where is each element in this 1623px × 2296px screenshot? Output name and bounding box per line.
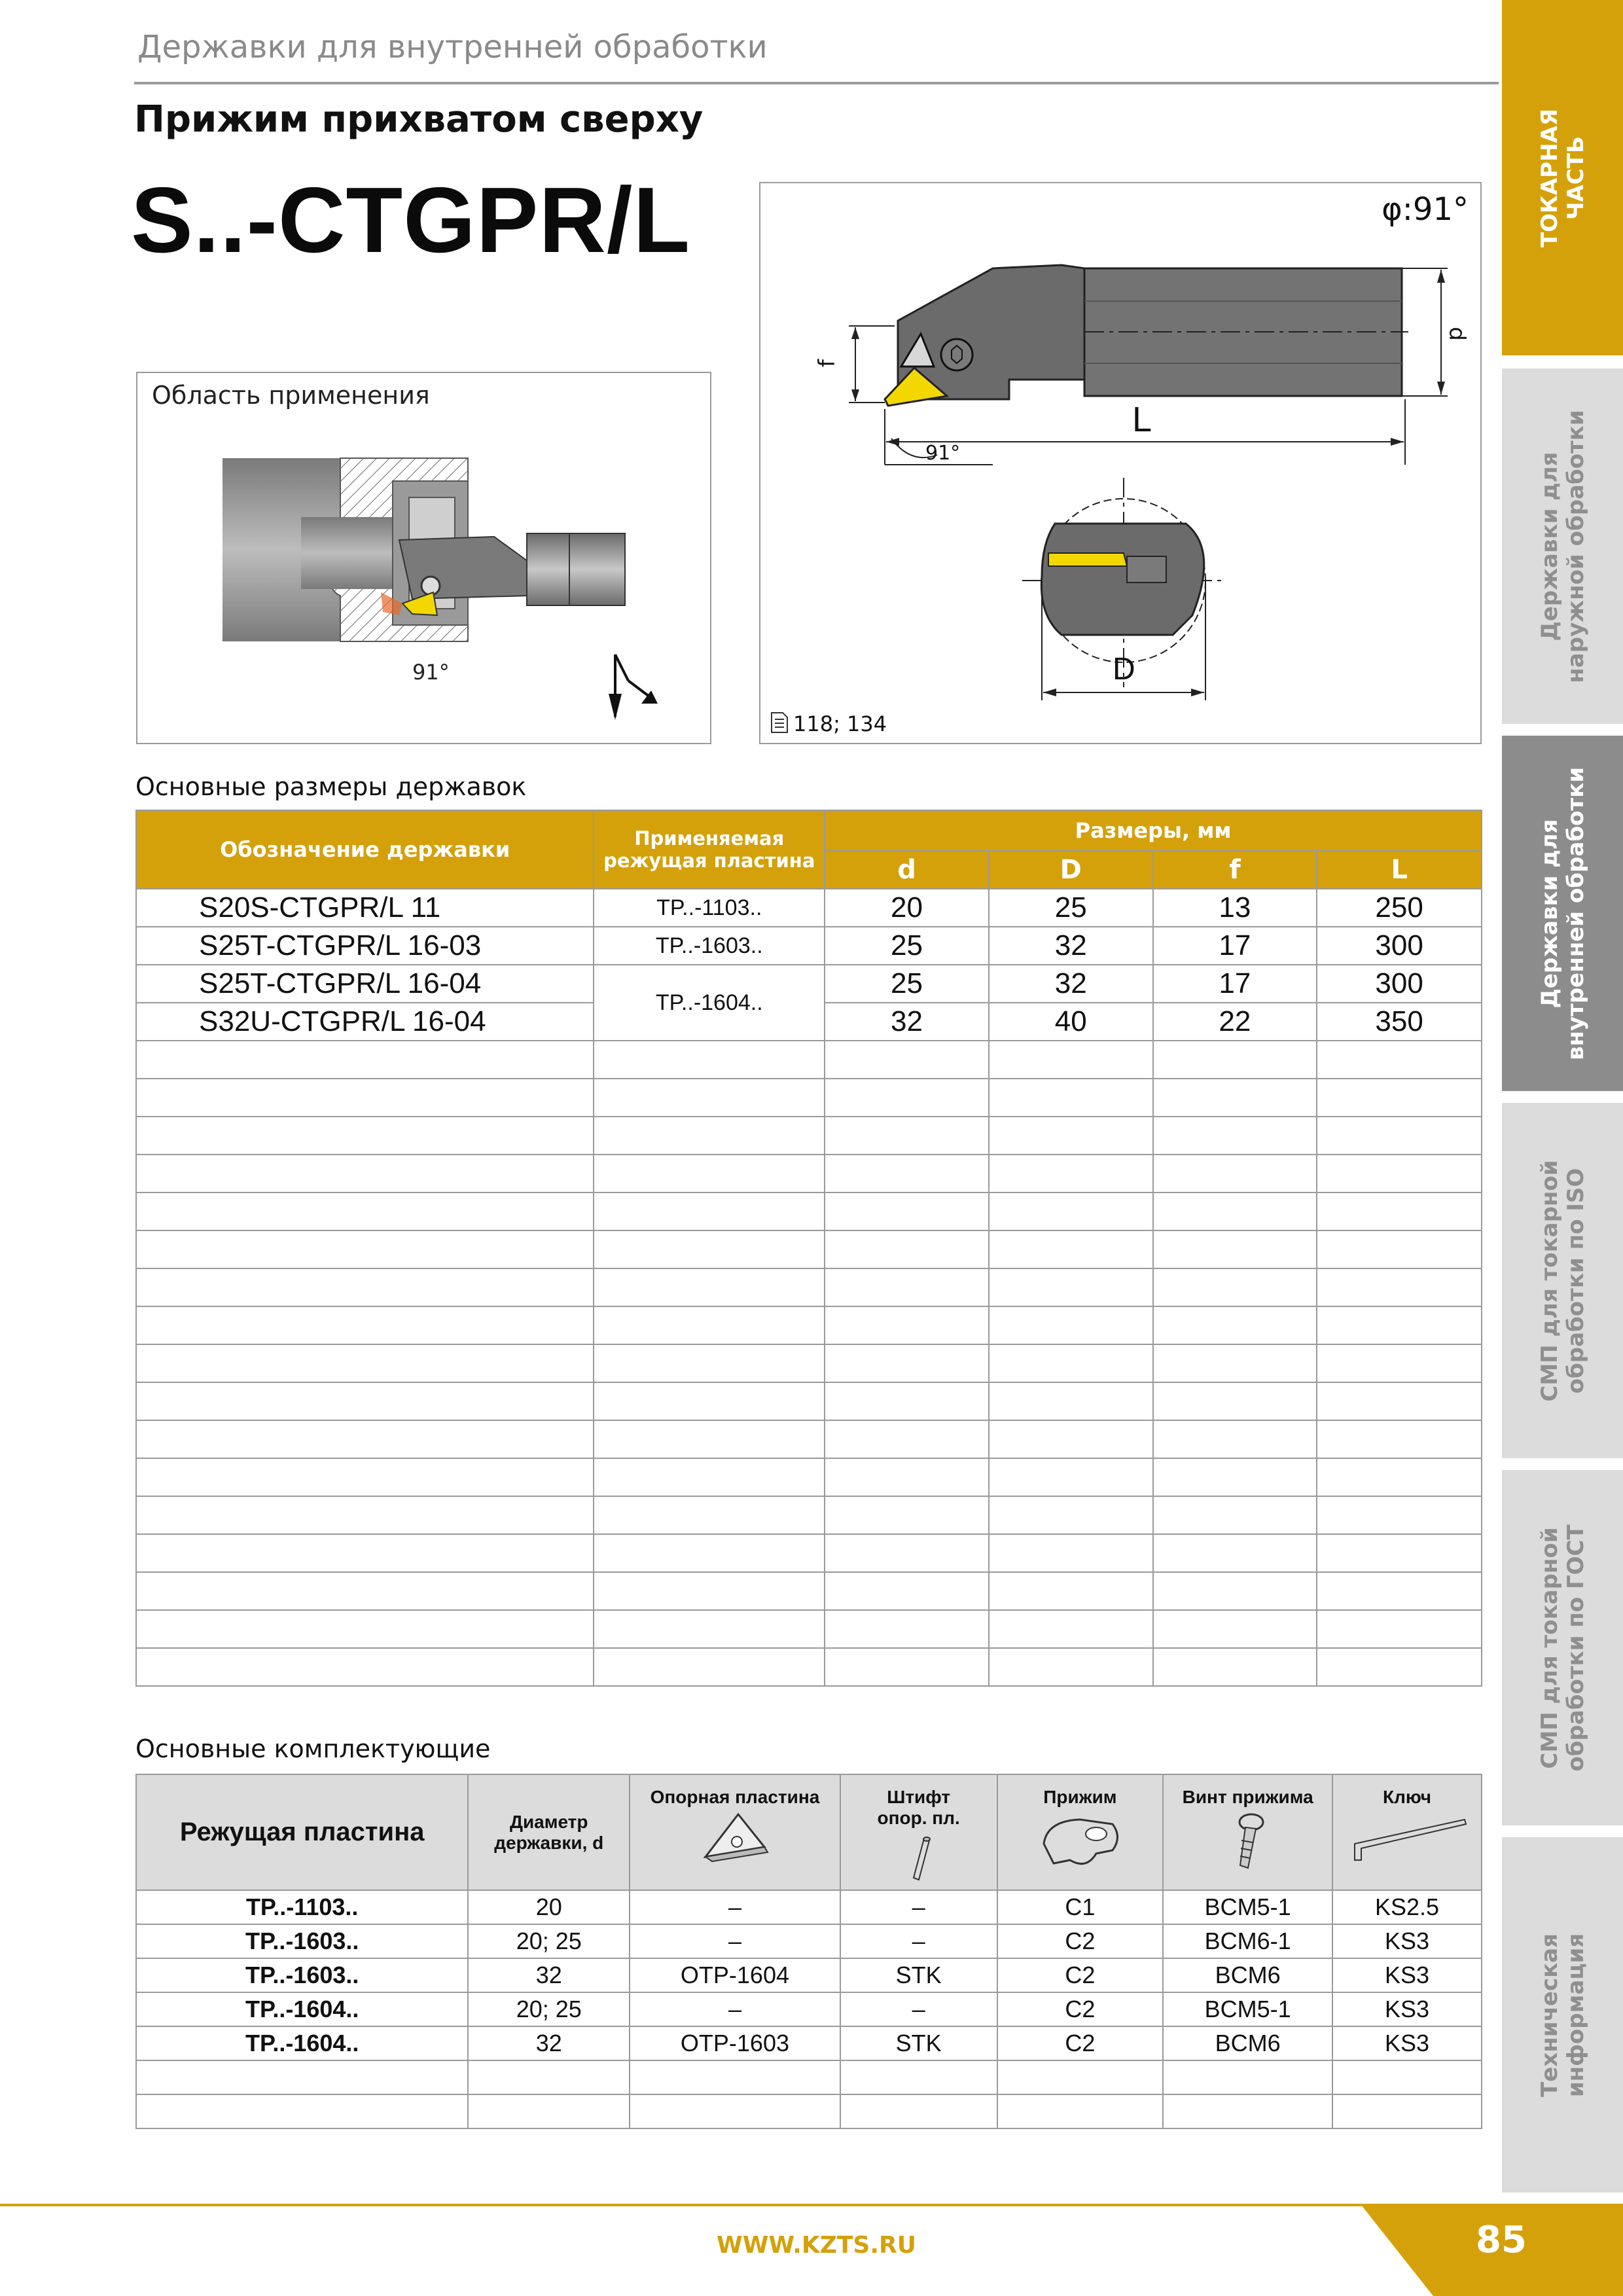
table-row [136,927,1482,965]
empty-cell [136,1572,594,1610]
empty-cell [136,1230,594,1268]
empty-cell [594,1496,825,1534]
empty-cell [630,2060,840,2094]
empty-row [136,1155,1482,1193]
empty-cell [989,1193,1153,1230]
screw-code: BCM6-1 [1163,1924,1332,1958]
table-row [136,1992,1482,2026]
value-d: 20 [825,889,989,927]
side-tab-technical-info[interactable] [1502,1837,1623,2193]
value-D: 40 [989,1003,1153,1041]
empty-cell [468,2060,630,2094]
insert-code: TP..-1603.. [136,1958,468,1992]
key-code: KS2.5 [1332,1890,1482,1924]
empty-cell [1153,1420,1317,1458]
insert-code: TP..-1604.. [594,965,825,1041]
empty-cell [594,1648,825,1686]
value-f: 13 [1153,889,1317,927]
empty-row [136,1041,1482,1079]
col-holder-header: Обозначение державки [136,810,594,889]
empty-row [136,1193,1482,1230]
empty-cell [825,1041,989,1079]
empty-row [136,1496,1482,1534]
value-L: 300 [1317,965,1482,1003]
empty-cell [1153,1230,1317,1268]
side-tab-external-holders-label: Державки для наружной обработки [1536,409,1589,683]
empty-cell [136,1041,594,1079]
empty-cell [468,2094,630,2128]
empty-cell [1153,1193,1317,1230]
side-tab-external-holders[interactable] [1502,368,1623,724]
empty-cell [1317,1534,1482,1572]
value-L: 350 [1317,1003,1482,1041]
key-code: KS3 [1332,2026,1482,2060]
col-insert-header: Применяемая режущая пластина [594,810,825,889]
table-row [136,1958,1482,1992]
hex-key-icon [1342,1808,1472,1867]
empty-cell [1317,1458,1482,1496]
pin-code: – [840,1924,997,1958]
empty-cell [989,1344,1153,1382]
insert-code: TP..-1604.. [136,2026,468,2060]
empty-cell [594,1420,825,1458]
pin-icon [899,1829,938,1881]
empty-cell [1153,1041,1317,1079]
empty-cell [825,1572,989,1610]
empty-cell [825,1344,989,1382]
empty-cell [825,1079,989,1117]
pin-code: STK [840,2026,997,2060]
empty-cell [989,1268,1153,1306]
value-f: 17 [1153,927,1317,965]
insert-code: TP..-1603.. [594,927,825,965]
empty-cell [136,1648,594,1686]
col-shim-header: Опорная пластина [630,1774,840,1890]
empty-cell [825,1306,989,1344]
empty-row [136,1534,1482,1572]
col-clamp-header: Прижим [997,1774,1164,1890]
holder-name: S25T-CTGPR/L 16-03 [136,927,594,965]
empty-cell [1317,1155,1482,1193]
side-tab-gost-inserts-label: СМП для токарной обработки по ГОСТ [1536,1524,1589,1772]
col-insert-header: Режущая пластина [136,1774,468,1890]
empty-cell [1317,1382,1482,1420]
empty-cell [1153,1306,1317,1344]
empty-cell [989,1420,1153,1458]
model-title: S..-CTGPR/L [131,168,691,272]
pin-code: – [840,1890,997,1924]
empty-cell [825,1420,989,1458]
empty-row [136,1306,1482,1344]
empty-cell [989,1534,1153,1572]
shim-code: – [630,1890,840,1924]
empty-cell [1153,1117,1317,1155]
empty-cell [825,1230,989,1268]
empty-cell [1317,1496,1482,1534]
value-D: 32 [989,965,1153,1003]
empty-cell [1163,2094,1332,2128]
holder-name: S32U-CTGPR/L 16-04 [136,1003,594,1041]
empty-cell [136,2094,468,2128]
empty-cell [1163,2060,1332,2094]
empty-cell [1153,1344,1317,1382]
dim-L-label: L [1132,400,1152,439]
holder-diameter: 20; 25 [468,1924,630,1958]
empty-row [136,1117,1482,1155]
empty-cell [1153,1382,1317,1420]
value-d: 25 [825,965,989,1003]
empty-row [136,1420,1482,1458]
col-D-header: D [989,851,1153,889]
empty-cell [1153,1268,1317,1306]
value-L: 300 [1317,927,1482,965]
holder-diameter: 20 [468,1890,630,1924]
empty-cell [1153,1155,1317,1193]
empty-cell [825,1610,989,1648]
dimensions-table [135,810,1482,1687]
empty-row [136,2060,1482,2094]
dim-f-label: f [813,359,840,367]
col-diameter-header: Диаметр державки, d [468,1774,630,1890]
empty-cell [136,1306,594,1344]
side-tab-turning-label: ТОКАРНАЯ ЧАСТЬ [1536,108,1589,247]
screw-code: BCM5-1 [1163,1890,1332,1924]
header-divider [134,82,1499,84]
empty-cell [1153,1534,1317,1572]
empty-cell [1153,1610,1317,1648]
empty-cell [989,1306,1153,1344]
empty-cell [1332,2094,1482,2128]
clamp-code: C2 [997,1958,1164,1992]
empty-cell [594,1155,825,1193]
page-subtitle: Прижим прихватом сверху [134,98,704,141]
empty-cell [825,1382,989,1420]
value-L: 250 [1317,889,1482,927]
empty-cell [594,1610,825,1648]
empty-cell [989,1458,1153,1496]
empty-cell [1332,2060,1482,2094]
side-tab-technical-info-label: Техническая информация [1536,1933,1589,2097]
empty-cell [1153,1648,1317,1686]
drawing-angle-label: 91° [925,442,961,465]
empty-cell [594,1268,825,1306]
empty-cell [594,1117,825,1155]
col-dimensions-header: Размеры, мм [825,810,1482,851]
col-pin-header: Штифт опор. пл. [840,1774,997,1890]
table-row [136,965,1482,1003]
application-area-label: Область применения [152,381,430,410]
empty-cell [997,2060,1164,2094]
empty-cell [136,1117,594,1155]
empty-cell [136,1193,594,1230]
empty-cell [594,1534,825,1572]
approach-angle-label: φ:91° [1382,191,1469,228]
empty-cell [1317,1117,1482,1155]
shim-code: – [630,1924,840,1958]
empty-cell [1153,1496,1317,1534]
empty-cell [136,1496,594,1534]
empty-row [136,1230,1482,1268]
empty-cell [989,1230,1153,1268]
section-title: Державки для внутренней обработки [137,29,768,65]
insert-code: TP..-1103.. [594,889,825,927]
document-icon [770,711,789,734]
empty-cell [840,2094,997,2128]
insert-code: TP..-1103.. [136,1890,468,1924]
value-d: 25 [825,927,989,965]
table-row [136,889,1482,927]
application-area-box [136,372,711,744]
empty-cell [136,1458,594,1496]
empty-cell [825,1268,989,1306]
empty-cell [136,1268,594,1306]
empty-cell [989,1382,1153,1420]
screw-icon [1222,1808,1274,1873]
empty-cell [989,1079,1153,1117]
empty-cell [1317,1193,1482,1230]
empty-cell [997,2094,1164,2128]
application-illustration [137,373,710,743]
side-tab-gost-inserts[interactable] [1502,1470,1623,1825]
key-code: KS3 [1332,1992,1482,2026]
empty-cell [630,2094,840,2128]
empty-cell [1153,1458,1317,1496]
pin-code: STK [840,1958,997,1992]
empty-cell [1317,1306,1482,1344]
empty-cell [136,1344,594,1382]
page-reference: 118; 134 [793,711,887,736]
side-tab-internal-holders[interactable] [1502,736,1623,1091]
empty-cell [1153,1079,1317,1117]
empty-row [136,1344,1482,1382]
components-table [135,1774,1482,2129]
table-row [136,1890,1482,1924]
empty-cell [594,1382,825,1420]
empty-cell [594,1458,825,1496]
empty-cell [825,1496,989,1534]
empty-cell [1317,1079,1482,1117]
side-tab-turning[interactable] [1502,0,1623,355]
empty-cell [594,1306,825,1344]
col-d-header: d [825,851,989,889]
empty-cell [136,1420,594,1458]
empty-cell [825,1458,989,1496]
empty-cell [1317,1344,1482,1382]
value-d: 32 [825,1003,989,1041]
dim-D-label: D [1113,652,1135,687]
dimensions-table-caption: Основные размеры державок [135,772,527,801]
insert-code: TP..-1604.. [136,1992,468,2026]
empty-cell [989,1572,1153,1610]
empty-cell [1317,1230,1482,1268]
empty-cell [136,1155,594,1193]
empty-cell [989,1648,1153,1686]
value-f: 22 [1153,1003,1317,1041]
empty-cell [1317,1648,1482,1686]
screw-code: BCM6 [1163,2026,1332,2060]
shim-icon [699,1808,771,1867]
col-key-header: Ключ [1332,1774,1482,1890]
screw-code: BCM6 [1163,1958,1332,1992]
empty-row [136,1382,1482,1420]
side-tab-iso-inserts-label: СМП для токарной обработки по ISO [1536,1159,1589,1402]
table-row [136,1924,1482,1958]
empty-row [136,2094,1482,2128]
col-f-header: f [1153,851,1317,889]
value-D: 32 [989,927,1153,965]
empty-row [136,1572,1482,1610]
empty-cell [1317,1268,1482,1306]
empty-cell [825,1155,989,1193]
empty-cell [989,1155,1153,1193]
col-screw-header: Винт прижима [1163,1774,1332,1890]
shim-code: OTP-1603 [630,2026,840,2060]
key-code: KS3 [1332,1924,1482,1958]
components-table-caption: Основные комплектующие [135,1734,491,1763]
empty-cell [840,2060,997,2094]
empty-cell [989,1496,1153,1534]
holder-name: S20S-CTGPR/L 11 [136,889,594,927]
table-row [136,2026,1482,2060]
empty-cell [1317,1572,1482,1610]
empty-cell [594,1230,825,1268]
empty-cell [989,1117,1153,1155]
empty-cell [1153,1572,1317,1610]
empty-cell [136,2060,468,2094]
clamp-icon [1034,1808,1126,1873]
side-tab-iso-inserts[interactable] [1502,1103,1623,1458]
value-f: 17 [1153,965,1317,1003]
empty-cell [1317,1041,1482,1079]
empty-cell [1317,1610,1482,1648]
empty-cell [1317,1420,1482,1458]
empty-cell [825,1648,989,1686]
clamp-code: C2 [997,2026,1164,2060]
empty-row [136,1610,1482,1648]
holder-diameter: 32 [468,1958,630,1992]
side-tab-internal-holders-label: Державки для внутренней обработки [1536,766,1589,1060]
empty-cell [989,1041,1153,1079]
dim-d-label: d [1443,327,1470,341]
clamp-code: C2 [997,1992,1164,2026]
clamp-code: C1 [997,1890,1164,1924]
key-code: KS3 [1332,1958,1482,1992]
value-D: 25 [989,889,1153,927]
technical-drawing-box [759,182,1482,744]
empty-cell [594,1572,825,1610]
empty-row [136,1458,1482,1496]
empty-row [136,1268,1482,1306]
holder-diameter: 20; 25 [468,1992,630,2026]
shim-code: – [630,1992,840,2026]
empty-cell [136,1079,594,1117]
empty-cell [136,1610,594,1648]
application-angle-label: 91° [412,660,450,685]
shim-code: OTP-1604 [630,1958,840,1992]
empty-row [136,1648,1482,1686]
empty-cell [136,1382,594,1420]
empty-cell [136,1534,594,1572]
empty-cell [594,1193,825,1230]
holder-diameter: 32 [468,2026,630,2060]
empty-cell [825,1117,989,1155]
empty-cell [825,1534,989,1572]
clamp-code: C2 [997,1924,1164,1958]
empty-cell [989,1610,1153,1648]
page-number: 85 [1476,2219,1527,2261]
holder-name: S25T-CTGPR/L 16-04 [136,965,594,1003]
empty-cell [594,1344,825,1382]
empty-cell [594,1079,825,1117]
col-L-header: L [1317,851,1482,889]
empty-cell [594,1041,825,1079]
empty-cell [825,1193,989,1230]
insert-code: TP..-1603.. [136,1924,468,1958]
screw-code: BCM5-1 [1163,1992,1332,2026]
empty-row [136,1079,1482,1117]
pin-code: – [840,1992,997,2026]
footer-website-link[interactable]: WWW.KZTS.RU [717,2232,916,2259]
